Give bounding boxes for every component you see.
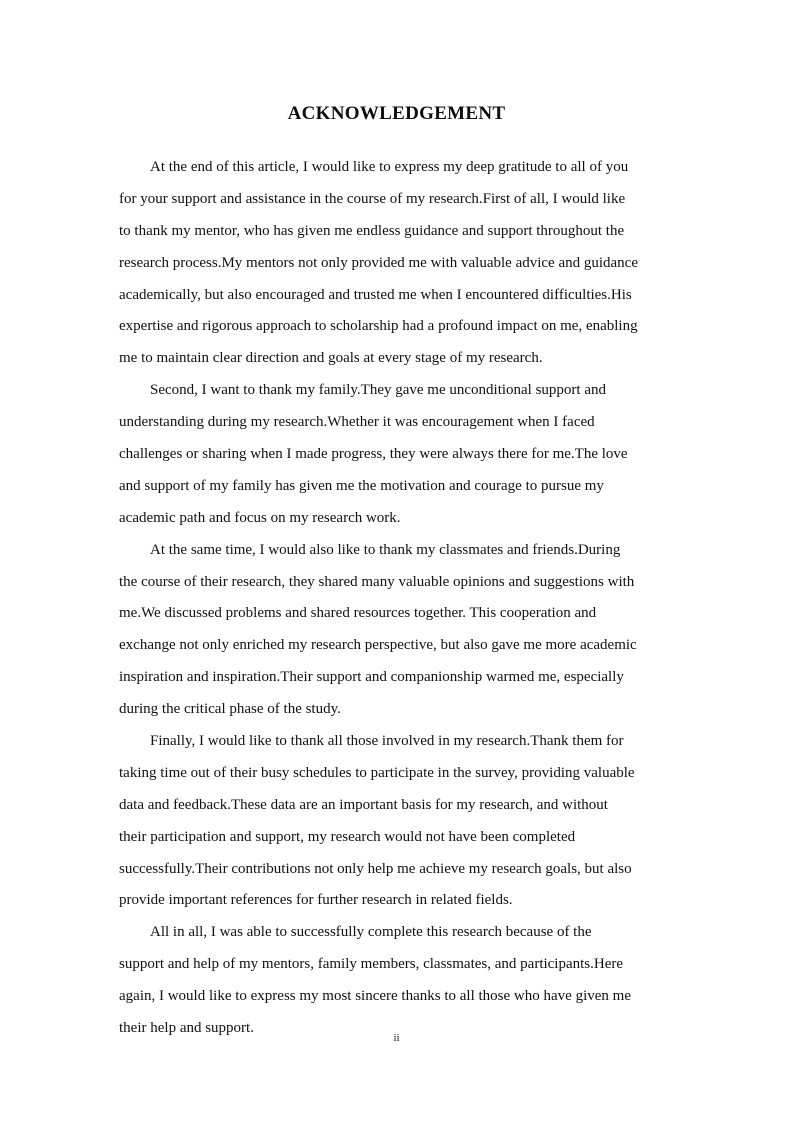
text-line: challenges or sharing when I made progress, they were always there for me.The love	[119, 446, 628, 463]
acknowledgement-body	[119, 152, 679, 1045]
text-line: Second, I want to thank my family.They gave me unconditional support and	[150, 382, 607, 399]
text-line: me.We discussed problems and shared resources together. This cooperation and	[119, 605, 597, 622]
text-line: me to maintain clear direction and goals at every stage of my research.	[119, 350, 543, 367]
page-number: ii	[393, 1032, 400, 1044]
text-line: taking time out of their busy schedules to participate in the survey, providing valuable	[119, 764, 635, 781]
text-line: again, I would like to express my most sincere thanks to all those who have given me	[119, 988, 631, 1005]
text-line: At the same time, I would also like to thank my classmates and friends.During	[150, 541, 621, 558]
text-line: their help and support.	[119, 1020, 254, 1037]
text-line: academic path and focus on my research work.	[119, 509, 401, 526]
text-line: research process.My mentors not only provided me with valuable advice and guidance	[119, 254, 639, 271]
text-line: the course of their research, they shared many valuable opinions and suggestions with	[119, 573, 635, 590]
text-line: expertise and rigorous approach to scholarship had a profound impact on me, enabling	[119, 318, 638, 335]
text-line: during the critical phase of the study.	[119, 701, 341, 718]
text-line: and support of my family has given me the motivation and courage to pursue my	[119, 477, 604, 494]
paragraph	[119, 535, 679, 726]
paragraph	[119, 917, 679, 1045]
text-line: understanding during my research.Whether it was encouragement when I faced	[119, 414, 595, 431]
paragraph	[119, 726, 679, 917]
text-line: data and feedback.These data are an important basis for my research, and without	[119, 796, 608, 813]
text-line: provide important references for further research in related fields.	[119, 892, 513, 909]
text-line: academically, but also encouraged and trusted me when I encountered difficulties.His	[119, 286, 632, 303]
text-line: to thank my mentor, who has given me endless guidance and support throughout the	[119, 222, 625, 239]
text-line: All in all, I was able to successfully complete this research because of the	[150, 924, 592, 941]
text-line: exchange not only enriched my research perspective, but also gave me more academic	[119, 637, 637, 654]
paragraph	[119, 152, 679, 375]
paragraph	[119, 375, 679, 534]
text-line: support and help of my mentors, family members, classmates, and participants.Here	[119, 956, 624, 973]
text-line: inspiration and inspiration.Their support and companionship warmed me, especially	[119, 669, 624, 686]
text-line: At the end of this article, I would like to express my deep gratitude to all of you	[150, 159, 629, 175]
page-title: ACKNOWLEDGEMENT	[287, 103, 506, 124]
text-line: Finally, I would like to thank all those involved in my research.Thank them for	[150, 733, 624, 750]
text-line: for your support and assistance in the course of my research.First of all, I would like	[119, 190, 626, 207]
text-line: their participation and support, my research would not have been completed	[119, 828, 576, 845]
text-line: successfully.Their contributions not only help me achieve my research goals, but also	[119, 860, 632, 877]
